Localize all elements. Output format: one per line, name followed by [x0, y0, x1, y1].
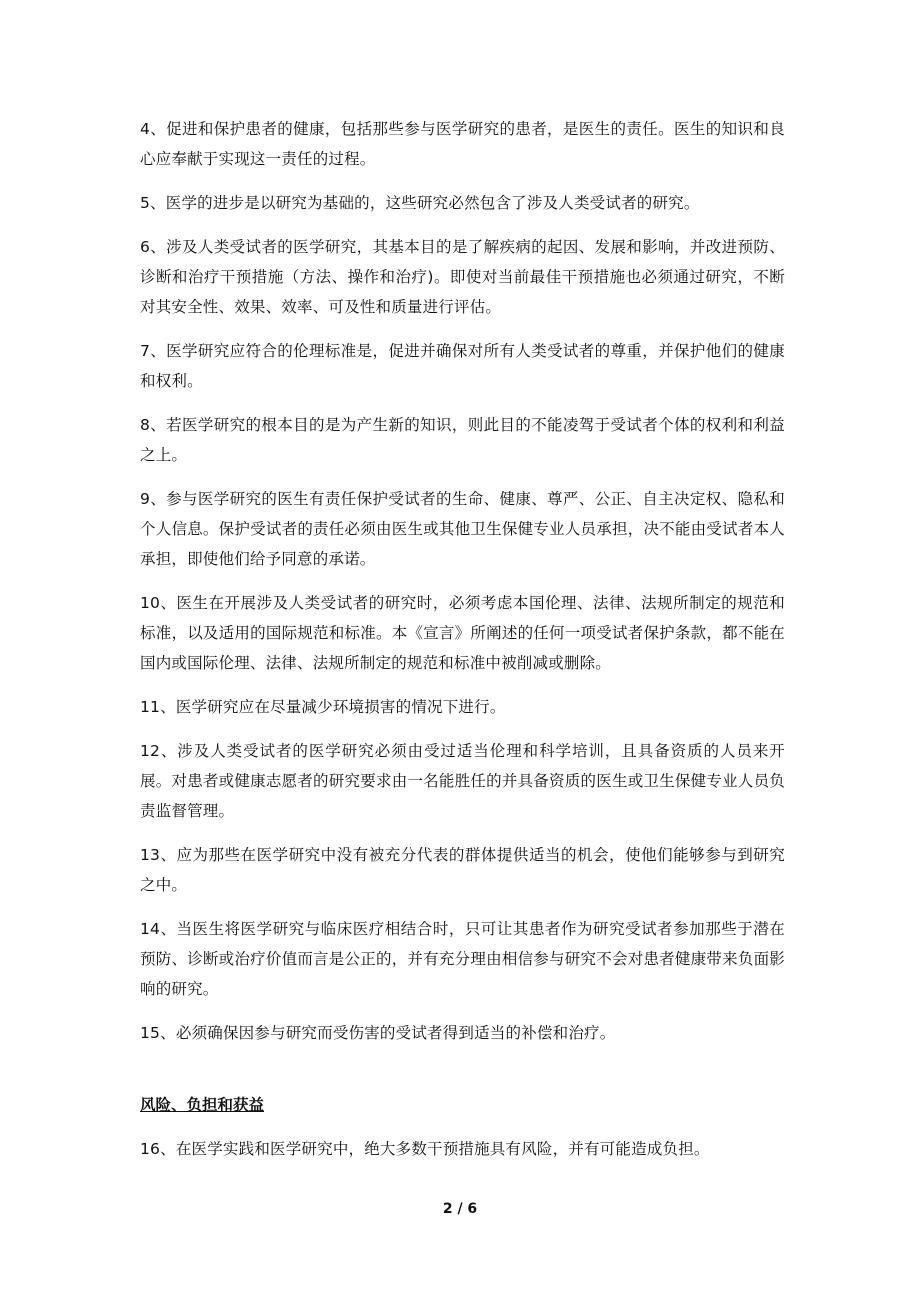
paragraph-16: 16、在医学实践和医学研究中，绝大多数干预措施具有风险，并有可能造成负担。: [140, 1140, 710, 1158]
document-body: [140, 114, 785, 1178]
paragraph-14: 14、当医生将医学研究与临床医疗相结合时，只可让其患者作为研究受试者参加那些于潜在预防、诊断或治疗价值而言是公正的，并有充分理由相信参与研究不会对患者健康带来负面影响的研究。: [140, 920, 785, 998]
page-number: 2 / 6: [442, 1201, 478, 1217]
paragraph-9: 9、参与医学研究的医生有责任保护受试者的生命、健康、尊严、公正、自主决定权、隐私和个人信息。保护受试者的责任必须由医生或其他卫生保健专业人员承担，决不能由受试者本人承担，即使他们给予同意的承诺。: [140, 490, 785, 568]
paragraph-6: 6、涉及人类受试者的医学研究，其基本目的是了解疾病的起因、发展和影响，并改进预防、诊断和治疗干预措施（方法、操作和治疗)。即使对当前最佳干预措施也必须通过研究，不断对其安全性、效果、效率、可及性和质量进行评估。: [140, 238, 785, 316]
paragraph-13: 13、应为那些在医学研究中没有被充分代表的群体提供适当的机会，使他们能够参与到研究之中。: [140, 846, 785, 894]
paragraph-10: 10、医生在开展涉及人类受试者的研究时，必须考虑本国伦理、法律、法规所制定的规范和标准，以及适用的国际规范和标准。本《宣言》所阐述的任何一项受试者保护条款，都不能在国内或国际伦理、法律、法规所制定的规范和标准中被削减或删除。: [140, 594, 785, 672]
paragraph-12: 12、涉及人类受试者的医学研究必须由受过适当伦理和科学培训，且具备资质的人员来开展。对患者或健康志愿者的研究要求由一名能胜任的并具备资质的医生或卫生保健专业人员负责监督管理。: [140, 742, 785, 820]
section-heading: 风险、负担和获益: [140, 1096, 265, 1114]
paragraph-15: 15、必须确保因参与研究而受伤害的受试者得到适当的补偿和治疗。: [140, 1024, 616, 1042]
paragraph-7: 7、医学研究应符合的伦理标准是，促进并确保对所有人类受试者的尊重，并保护他们的健康和权利。: [140, 342, 785, 390]
paragraph-4: 4、促进和保护患者的健康，包括那些参与医学研究的患者，是医生的责任。医生的知识和良心应奉献于实现这一责任的过程。: [140, 120, 785, 168]
paragraph-11: 11、医学研究应在尽量减少环境损害的情况下进行。: [140, 698, 506, 716]
paragraph-8: 8、若医学研究的根本目的是为产生新的知识，则此目的不能凌驾于受试者个体的权利和利益之上。: [140, 416, 785, 464]
paragraph-5: 5、医学的进步是以研究为基础的，这些研究必然包含了涉及人类受试者的研究。: [140, 194, 700, 212]
